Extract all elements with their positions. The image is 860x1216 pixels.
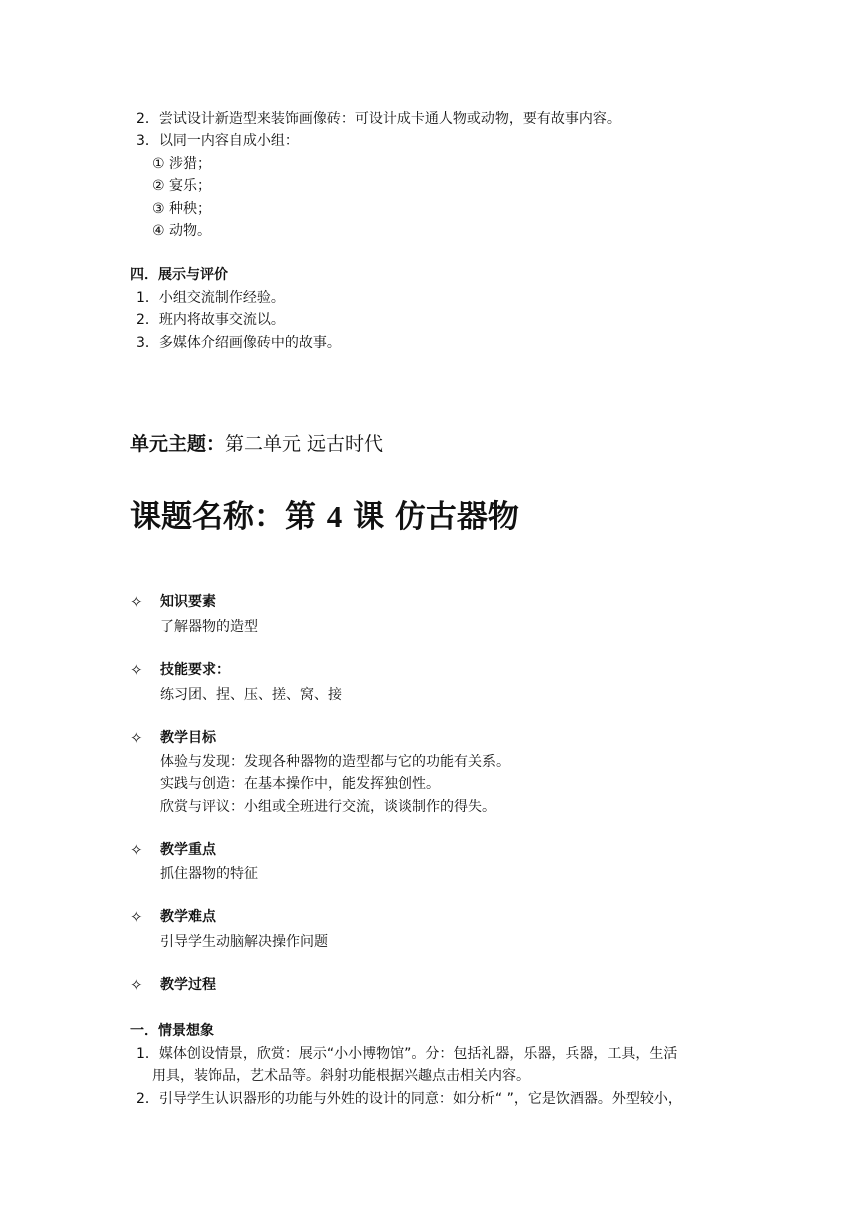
lesson-title xyxy=(130,497,519,537)
block-keypoints-heading: 教学重点 xyxy=(160,842,216,858)
block-goals-line-1: 体验与发现：发现各种器物的造型都与它的功能有关系。 xyxy=(160,754,510,770)
section4-heading: 四．展示与评价 xyxy=(130,267,228,283)
section3-subitem-4: ④ 动物。 xyxy=(152,223,212,239)
block-keypoints-line: 抓住器物的特征 xyxy=(160,866,258,882)
block-goals-line-2: 实践与创造：在基本操作中，能发挥独创性。 xyxy=(160,776,440,792)
section4-item-3: 3．多媒体介绍画像砖中的故事。 xyxy=(136,335,341,351)
bullet-icon: ✧ xyxy=(130,841,143,859)
section1-item-1: 1．媒体创设情景，欣赏：展示“小小博物馆”。分：包括礼器，乐器，兵器，工具，生活 xyxy=(136,1046,678,1062)
section3-subitem-1: ① 涉猎； xyxy=(152,156,212,172)
block-process-heading: 教学过程 xyxy=(160,977,216,993)
block-skills-heading: 技能要求： xyxy=(160,662,230,678)
bullet-icon: ✧ xyxy=(130,729,143,747)
lesson-title-suffix: 课 仿古器物 xyxy=(353,499,519,535)
bullet-icon: ✧ xyxy=(130,593,143,611)
section3-item-2: 2．尝试设计新造型来装饰画像砖：可设计成卡通人物或动物，要有故事内容。 xyxy=(136,111,621,127)
lesson-title-number: 4 xyxy=(326,499,343,534)
unit-theme xyxy=(130,432,383,456)
section1-item-2: 2．引导学生认识器形的功能与外姓的设计的同意：如分析“ ”，它是饮酒器。外型较小， xyxy=(136,1091,682,1107)
section1-item-1-cont: 用具，装饰品，艺术品等。斜射功能根据兴趣点击相关内容。 xyxy=(152,1068,530,1084)
section4-item-1: 1．小组交流制作经验。 xyxy=(136,290,285,306)
section1-heading: 一．情景想象 xyxy=(130,1023,214,1039)
unit-theme-label: 单元主题： xyxy=(130,433,226,455)
block-goals-line-3: 欣赏与评议：小组或全班进行交流，谈谈制作的得失。 xyxy=(160,799,496,815)
bullet-icon: ✧ xyxy=(130,976,143,994)
block-knowledge-heading: 知识要素 xyxy=(160,594,216,610)
bullet-icon: ✧ xyxy=(130,908,143,926)
unit-theme-value: 第二单元 远古时代 xyxy=(225,433,384,455)
block-difficulties-heading: 教学难点 xyxy=(160,909,216,925)
block-skills-line: 练习团、捏、压、搓、窝、接 xyxy=(160,687,342,703)
block-goals-heading: 教学目标 xyxy=(160,730,216,746)
section3-subitem-3: ③ 种秧； xyxy=(152,201,212,217)
lesson-title-prefix: 课题名称：第 xyxy=(130,499,316,535)
block-difficulties-line: 引导学生动脑解决操作问题 xyxy=(160,934,328,950)
block-knowledge-line: 了解器物的造型 xyxy=(160,619,258,635)
bullet-icon: ✧ xyxy=(130,661,143,679)
section3-item-3: 3．以同一内容自成小组： xyxy=(136,133,299,149)
section3-subitem-2: ② 宴乐； xyxy=(152,178,212,194)
section4-item-2: 2．班内将故事交流以。 xyxy=(136,312,285,328)
